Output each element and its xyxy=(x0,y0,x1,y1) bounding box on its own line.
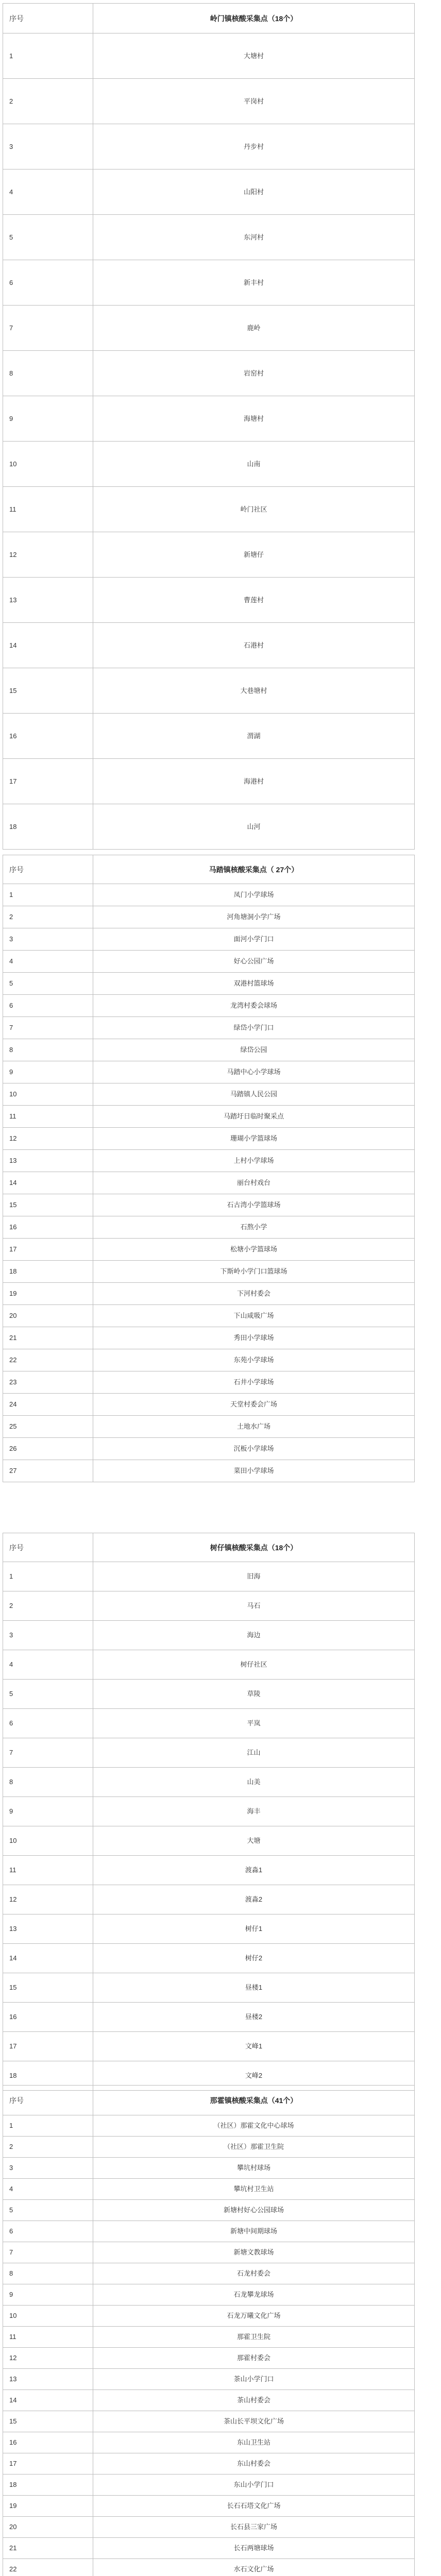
collection-table-mata xyxy=(3,855,415,1482)
collection-point-name: 岩窑村 xyxy=(93,351,415,396)
table-row xyxy=(3,1826,415,1856)
row-index: 5 xyxy=(3,973,93,995)
collection-point-name: 丹步村 xyxy=(93,124,415,170)
row-index: 13 xyxy=(3,1150,93,1172)
row-index: 12 xyxy=(3,2348,93,2369)
table-row xyxy=(3,79,415,124)
row-index: 2 xyxy=(3,2137,93,2158)
row-index: 18 xyxy=(3,2061,93,2091)
row-index: 3 xyxy=(3,928,93,951)
table-row xyxy=(3,2179,415,2200)
row-index: 23 xyxy=(3,1371,93,1394)
row-index: 15 xyxy=(3,1194,93,1216)
table-row xyxy=(3,1460,415,1482)
table-row xyxy=(3,1327,415,1349)
collection-point-name: 江山 xyxy=(93,1738,415,1768)
row-index: 17 xyxy=(3,1239,93,1261)
row-index: 6 xyxy=(3,2221,93,2242)
table-row xyxy=(3,1416,415,1438)
table-row xyxy=(3,351,415,396)
table-row xyxy=(3,1083,415,1106)
table-row xyxy=(3,2158,415,2179)
collection-point-name: （社区）那霍文化中心球场 xyxy=(93,2115,415,2137)
table-row xyxy=(3,2003,415,2032)
collection-point-name: 长石石塔文化广场 xyxy=(93,2496,415,2517)
table-row xyxy=(3,1371,415,1394)
collection-point-name: 沉板小学球场 xyxy=(93,1438,415,1460)
table-row xyxy=(3,623,415,668)
collection-point-name: 凤门小学球场 xyxy=(93,884,415,906)
collection-table-shuzai xyxy=(3,1533,415,2091)
row-index: 21 xyxy=(3,1327,93,1349)
row-index: 14 xyxy=(3,1944,93,1973)
row-index: 3 xyxy=(3,1621,93,1650)
row-index: 11 xyxy=(3,2327,93,2348)
table-header-row xyxy=(3,2086,415,2115)
table-row xyxy=(3,951,415,973)
table-row xyxy=(3,2348,415,2369)
table-header-row xyxy=(3,4,415,33)
collection-point-name: 龙湾村委会球场 xyxy=(93,995,415,1017)
row-index: 9 xyxy=(3,1797,93,1826)
table-row xyxy=(3,260,415,306)
table-row xyxy=(3,1885,415,1914)
table-row xyxy=(3,2032,415,2061)
row-index: 25 xyxy=(3,1416,93,1438)
row-index: 7 xyxy=(3,1017,93,1039)
collection-point-name: 树仔1 xyxy=(93,1914,415,1944)
row-index: 4 xyxy=(3,2179,93,2200)
table-row xyxy=(3,396,415,442)
row-index: 13 xyxy=(3,578,93,623)
collection-point-name: 东山卫生站 xyxy=(93,2432,415,2453)
table-row xyxy=(3,2411,415,2432)
row-index: 2 xyxy=(3,906,93,928)
collection-point-name: 石熬小学 xyxy=(93,1216,415,1239)
collection-point-name: 新丰村 xyxy=(93,260,415,306)
collection-point-name: 绿岱公园 xyxy=(93,1039,415,1061)
collection-point-name: 面河小学门口 xyxy=(93,928,415,951)
collection-table-lingmen xyxy=(3,3,415,850)
table-row xyxy=(3,33,415,79)
row-index: 2 xyxy=(3,1591,93,1621)
row-index: 6 xyxy=(3,260,93,306)
collection-point-name: 大塘 xyxy=(93,1826,415,1856)
row-index: 11 xyxy=(3,1106,93,1128)
row-index: 1 xyxy=(3,1562,93,1591)
row-index: 10 xyxy=(3,442,93,487)
row-index: 8 xyxy=(3,2263,93,2284)
row-index: 26 xyxy=(3,1438,93,1460)
collection-point-name: 文峰2 xyxy=(93,2061,415,2091)
table-row xyxy=(3,1128,415,1150)
collection-point-name: 新塘中间期球场 xyxy=(93,2221,415,2242)
collection-point-name: 东山小学门口 xyxy=(93,2475,415,2496)
table-row xyxy=(3,1438,415,1460)
collection-point-name: 那霍卫生院 xyxy=(93,2327,415,2348)
table-row xyxy=(3,2432,415,2453)
row-index: 4 xyxy=(3,951,93,973)
collection-point-name: 石古湾小学篮球场 xyxy=(93,1194,415,1216)
collection-point-name: 旧海 xyxy=(93,1562,415,1591)
row-index: 2 xyxy=(3,79,93,124)
table-row xyxy=(3,1261,415,1283)
collection-point-name: 平岚 xyxy=(93,1709,415,1738)
table-row xyxy=(3,2263,415,2284)
row-index: 17 xyxy=(3,2453,93,2475)
collection-point-name: 天堂村委会广场 xyxy=(93,1394,415,1416)
collection-point-name: 渡淼2 xyxy=(93,1885,415,1914)
collection-point-name: 东苑小学球场 xyxy=(93,1349,415,1371)
collection-point-name: 秀田小学球场 xyxy=(93,1327,415,1349)
row-index: 27 xyxy=(3,1460,93,1482)
collection-point-name: 鹿岭 xyxy=(93,306,415,351)
row-index: 10 xyxy=(3,1826,93,1856)
table-row xyxy=(3,2559,415,2576)
collection-point-name: 下斯岭小学门口篮球场 xyxy=(93,1261,415,1283)
row-index: 1 xyxy=(3,33,93,79)
table-row xyxy=(3,1039,415,1061)
table-row xyxy=(3,2242,415,2263)
collection-point-name: 上村小学球场 xyxy=(93,1150,415,1172)
table-row xyxy=(3,906,415,928)
row-index: 14 xyxy=(3,1172,93,1194)
header-index-label: 序号 xyxy=(3,4,93,33)
collection-point-name: 新塘仔 xyxy=(93,532,415,578)
collection-point-name: 海港村 xyxy=(93,759,415,804)
row-index: 19 xyxy=(3,2496,93,2517)
row-index: 11 xyxy=(3,487,93,532)
collection-point-name: 海丰 xyxy=(93,1797,415,1826)
collection-point-name: 土地水广场 xyxy=(93,1416,415,1438)
row-index: 22 xyxy=(3,1349,93,1371)
table-row xyxy=(3,215,415,260)
table-row xyxy=(3,884,415,906)
collection-point-name: 平岗村 xyxy=(93,79,415,124)
collection-point-name: 东山村委会 xyxy=(93,2453,415,2475)
table-row xyxy=(3,668,415,714)
collection-point-name: 新塘村好心公园球场 xyxy=(93,2200,415,2221)
row-index: 18 xyxy=(3,804,93,850)
table-row xyxy=(3,2369,415,2390)
row-index: 21 xyxy=(3,2538,93,2559)
collection-point-name: 水石文化广场 xyxy=(93,2559,415,2576)
table-row xyxy=(3,487,415,532)
collection-point-name: 石龙万曦文化广场 xyxy=(93,2306,415,2327)
row-index: 15 xyxy=(3,668,93,714)
collection-point-name: 岭门社区 xyxy=(93,487,415,532)
row-index: 10 xyxy=(3,1083,93,1106)
collection-point-name: 大塘村 xyxy=(93,33,415,79)
collection-point-name: 昼楼2 xyxy=(93,2003,415,2032)
table-row xyxy=(3,2517,415,2538)
table-row xyxy=(3,1591,415,1621)
row-index: 16 xyxy=(3,2432,93,2453)
table-row xyxy=(3,1709,415,1738)
table-row xyxy=(3,2200,415,2221)
collection-point-name: 石龙村委会 xyxy=(93,2263,415,2284)
row-index: 9 xyxy=(3,1061,93,1083)
table-row xyxy=(3,804,415,850)
row-index: 17 xyxy=(3,2032,93,2061)
collection-table-nahuo xyxy=(3,2085,415,2576)
collection-point-name: 大巷塘村 xyxy=(93,668,415,714)
table-header-row xyxy=(3,855,415,884)
collection-point-name: 松塘小学篮球场 xyxy=(93,1239,415,1261)
collection-point-name: 马踏镇人民公园 xyxy=(93,1083,415,1106)
row-index: 17 xyxy=(3,759,93,804)
table-row xyxy=(3,1650,415,1680)
table-row xyxy=(3,2453,415,2475)
header-index-label: 序号 xyxy=(3,855,93,884)
table-row xyxy=(3,1914,415,1944)
table-row xyxy=(3,2496,415,2517)
row-index: 16 xyxy=(3,1216,93,1239)
row-index: 5 xyxy=(3,2200,93,2221)
table-header-row xyxy=(3,1533,415,1562)
table-title: 马踏镇核酸采集点（ 27个） xyxy=(93,855,415,884)
row-index: 4 xyxy=(3,1650,93,1680)
collection-point-name: （社区）那霍卫生院 xyxy=(93,2137,415,2158)
table-row xyxy=(3,2284,415,2306)
row-index: 7 xyxy=(3,1738,93,1768)
collection-point-name: 昼楼1 xyxy=(93,1973,415,2003)
table-title: 那霍镇核酸采集点（41个） xyxy=(93,2086,415,2115)
table-row xyxy=(3,1768,415,1797)
collection-point-name: 那霍村委会 xyxy=(93,2348,415,2369)
collection-point-name: 新塘文教球场 xyxy=(93,2242,415,2263)
table-row xyxy=(3,578,415,623)
table-row xyxy=(3,973,415,995)
row-index: 22 xyxy=(3,2559,93,2576)
table-row xyxy=(3,124,415,170)
row-index: 13 xyxy=(3,1914,93,1944)
table-row xyxy=(3,2137,415,2158)
row-index: 11 xyxy=(3,1856,93,1885)
collection-point-name: 马踏圩日临时聚采点 xyxy=(93,1106,415,1128)
table-row xyxy=(3,1944,415,1973)
row-index: 24 xyxy=(3,1394,93,1416)
table-row xyxy=(3,1106,415,1128)
table-row xyxy=(3,1797,415,1826)
table-title: 树仔镇核酸采集点（18个） xyxy=(93,1533,415,1562)
row-index: 8 xyxy=(3,1039,93,1061)
row-index: 6 xyxy=(3,995,93,1017)
table-row xyxy=(3,532,415,578)
table-row xyxy=(3,306,415,351)
collection-point-name: 茶山长平坝文化广场 xyxy=(93,2411,415,2432)
row-index: 15 xyxy=(3,1973,93,2003)
row-index: 3 xyxy=(3,2158,93,2179)
table-row xyxy=(3,1394,415,1416)
table-body xyxy=(3,2086,415,2576)
row-index: 12 xyxy=(3,1128,93,1150)
row-index: 7 xyxy=(3,2242,93,2263)
row-index: 20 xyxy=(3,1305,93,1327)
table-row xyxy=(3,1172,415,1194)
collection-point-name: 曹莲村 xyxy=(93,578,415,623)
collection-point-name: 海边 xyxy=(93,1621,415,1650)
collection-point-name: 草陵 xyxy=(93,1680,415,1709)
table-row xyxy=(3,442,415,487)
row-index: 14 xyxy=(3,2390,93,2411)
collection-point-name: 丽台村戏台 xyxy=(93,1172,415,1194)
table-row xyxy=(3,1061,415,1083)
table-row xyxy=(3,714,415,759)
table-body xyxy=(3,4,415,850)
table-row xyxy=(3,1856,415,1885)
collection-point-name: 渭湖 xyxy=(93,714,415,759)
collection-point-name: 攀坑村卫生站 xyxy=(93,2179,415,2200)
row-index: 19 xyxy=(3,1283,93,1305)
collection-point-name: 文峰1 xyxy=(93,2032,415,2061)
collection-point-name: 山南 xyxy=(93,442,415,487)
row-index: 15 xyxy=(3,2411,93,2432)
collection-point-name: 茶山村委会 xyxy=(93,2390,415,2411)
row-index: 16 xyxy=(3,714,93,759)
collection-point-name: 马石 xyxy=(93,1591,415,1621)
collection-point-name: 海塘村 xyxy=(93,396,415,442)
table-row xyxy=(3,1239,415,1261)
row-index: 8 xyxy=(3,351,93,396)
collection-point-name: 长石两塘球场 xyxy=(93,2538,415,2559)
row-index: 7 xyxy=(3,306,93,351)
table-row xyxy=(3,2538,415,2559)
table-row xyxy=(3,1305,415,1327)
collection-point-name: 东河村 xyxy=(93,215,415,260)
table-row xyxy=(3,1150,415,1172)
table-row xyxy=(3,1562,415,1591)
collection-point-name: 山阳村 xyxy=(93,170,415,215)
table-row xyxy=(3,1017,415,1039)
row-index: 12 xyxy=(3,532,93,578)
table-row xyxy=(3,928,415,951)
collection-point-name: 绿岱小学门口 xyxy=(93,1017,415,1039)
collection-point-name: 树仔社区 xyxy=(93,1650,415,1680)
collection-point-name: 山美 xyxy=(93,1768,415,1797)
collection-point-name: 好心公园广场 xyxy=(93,951,415,973)
table-row xyxy=(3,1621,415,1650)
row-index: 18 xyxy=(3,1261,93,1283)
collection-point-name: 下河村委会 xyxy=(93,1283,415,1305)
table-row xyxy=(3,1194,415,1216)
collection-point-name: 山河 xyxy=(93,804,415,850)
table-row xyxy=(3,2221,415,2242)
collection-point-name: 菜田小学球场 xyxy=(93,1460,415,1482)
header-index-label: 序号 xyxy=(3,2086,93,2115)
collection-point-name: 马踏中心小学球场 xyxy=(93,1061,415,1083)
row-index: 4 xyxy=(3,170,93,215)
row-index: 9 xyxy=(3,396,93,442)
table-row xyxy=(3,759,415,804)
table-row xyxy=(3,1738,415,1768)
table-row xyxy=(3,1973,415,2003)
table-row xyxy=(3,1216,415,1239)
table-row xyxy=(3,2390,415,2411)
row-index: 10 xyxy=(3,2306,93,2327)
row-index: 5 xyxy=(3,215,93,260)
table-body xyxy=(3,1533,415,2091)
table-row xyxy=(3,1349,415,1371)
table-row xyxy=(3,1680,415,1709)
table-row xyxy=(3,2115,415,2137)
collection-point-name: 茶山小学门口 xyxy=(93,2369,415,2390)
row-index: 9 xyxy=(3,2284,93,2306)
table-body xyxy=(3,855,415,1482)
collection-point-name: 珊瑚小学篮球场 xyxy=(93,1128,415,1150)
collection-point-name: 下山咸吸广场 xyxy=(93,1305,415,1327)
row-index: 6 xyxy=(3,1709,93,1738)
row-index: 3 xyxy=(3,124,93,170)
row-index: 20 xyxy=(3,2517,93,2538)
collection-point-name: 树仔2 xyxy=(93,1944,415,1973)
collection-point-name: 石龙攀龙球场 xyxy=(93,2284,415,2306)
table-row xyxy=(3,2306,415,2327)
collection-point-name: 河角塘洞小学广场 xyxy=(93,906,415,928)
collection-point-name: 石港村 xyxy=(93,623,415,668)
table-title: 岭门镇核酸采集点（18个） xyxy=(93,4,415,33)
row-index: 12 xyxy=(3,1885,93,1914)
table-row xyxy=(3,995,415,1017)
table-row xyxy=(3,2327,415,2348)
row-index: 1 xyxy=(3,884,93,906)
row-index: 5 xyxy=(3,1680,93,1709)
collection-point-name: 攀坑村球场 xyxy=(93,2158,415,2179)
table-row xyxy=(3,2475,415,2496)
collection-point-name: 长石县三家广场 xyxy=(93,2517,415,2538)
collection-point-name: 双港村篮球场 xyxy=(93,973,415,995)
row-index: 16 xyxy=(3,2003,93,2032)
collection-point-name: 石井小学球场 xyxy=(93,1371,415,1394)
row-index: 8 xyxy=(3,1768,93,1797)
table-row xyxy=(3,170,415,215)
table-row xyxy=(3,1283,415,1305)
row-index: 14 xyxy=(3,623,93,668)
row-index: 13 xyxy=(3,2369,93,2390)
row-index: 18 xyxy=(3,2475,93,2496)
collection-point-name: 渡淼1 xyxy=(93,1856,415,1885)
header-index-label: 序号 xyxy=(3,1533,93,1562)
row-index: 1 xyxy=(3,2115,93,2137)
